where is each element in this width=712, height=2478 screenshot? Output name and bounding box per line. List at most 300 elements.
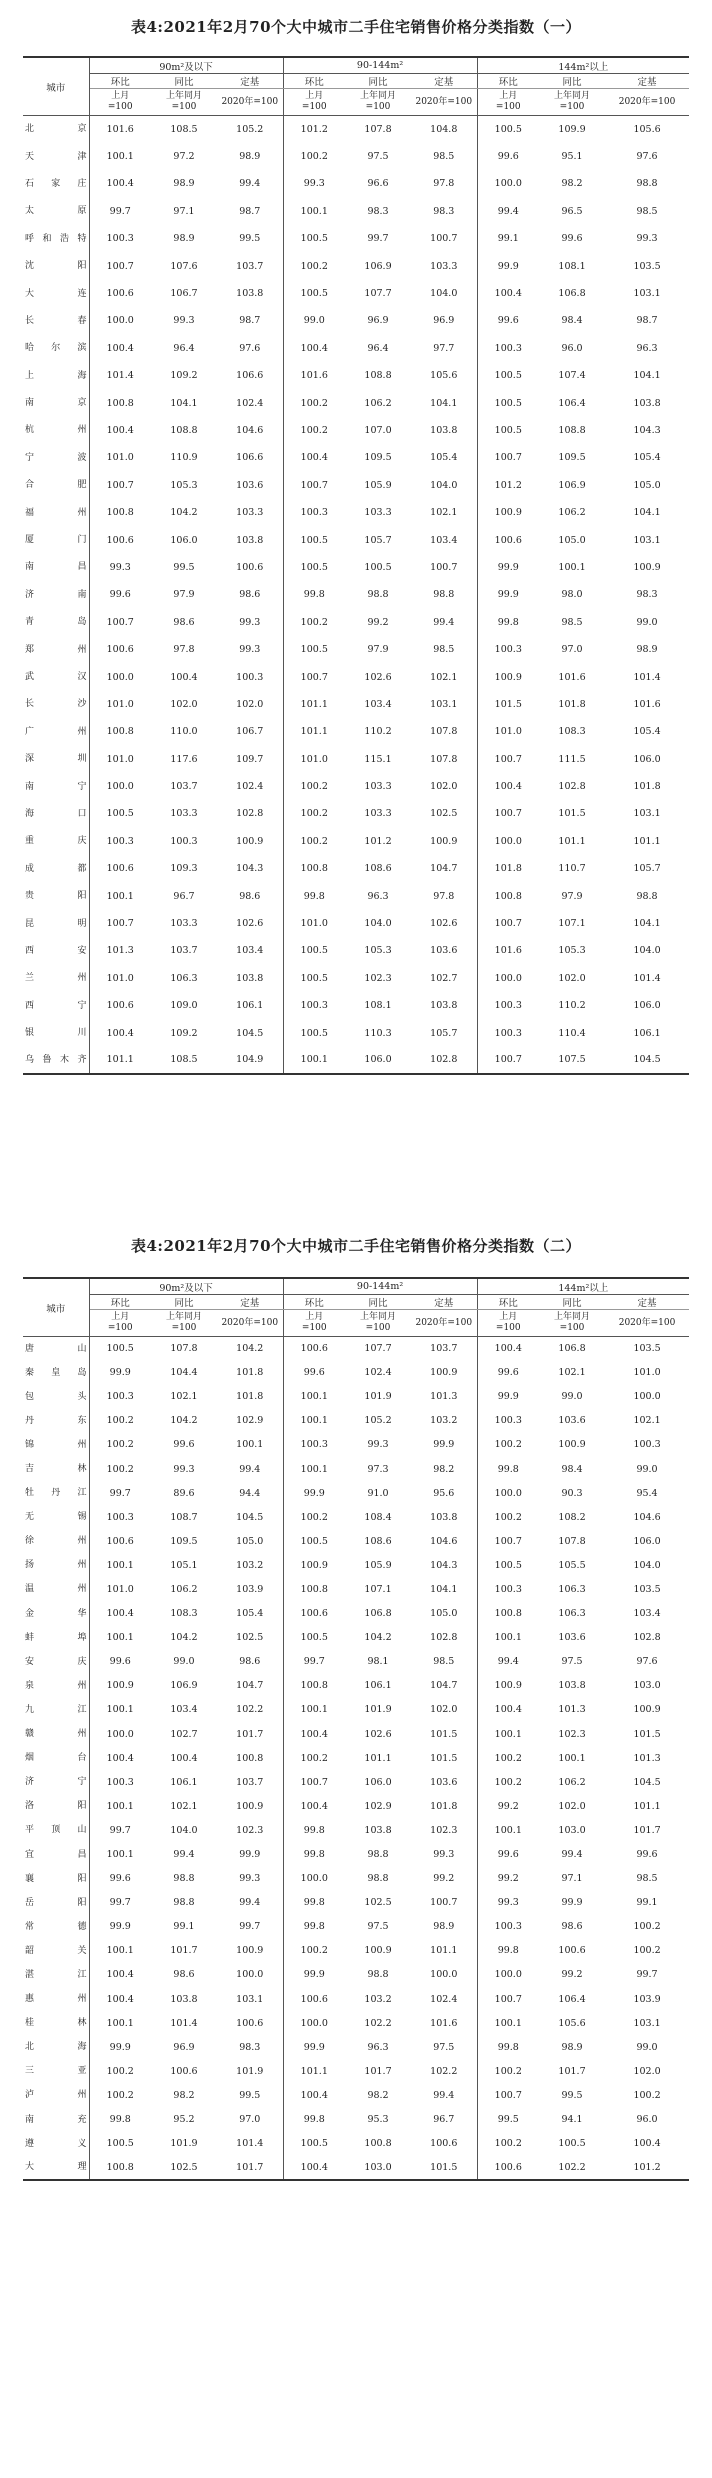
index-value-cell: 99.0 — [636, 1463, 658, 1475]
index-value-cell: 102.4 — [364, 1367, 392, 1379]
index-value-cell: 103.1 — [633, 288, 661, 300]
index-value-cell: 100.0 — [283, 1867, 345, 1891]
index-value-cell: 109.5 — [558, 452, 586, 464]
index-value-cell: 106.1 — [364, 1680, 392, 1692]
table2-title-prefix: 表4: — [130, 1237, 164, 1255]
index-value-cell: 96.6 — [367, 178, 389, 190]
index-value-cell: 100.5 — [283, 965, 345, 992]
index-value-cell: 109.2 — [170, 370, 198, 382]
index-value-cell: 101.1 — [633, 835, 661, 847]
index-value-cell: 106.0 — [633, 1000, 661, 1012]
city-name: 乌鲁木齐 — [25, 1054, 87, 1065]
index-value-cell: 100.4 — [477, 773, 539, 800]
index-value-cell: 100.0 — [477, 828, 539, 855]
index-value-cell: 99.9 — [283, 1963, 345, 1987]
index-value-cell: 105.0 — [633, 479, 661, 491]
index-value-cell: 97.0 — [239, 2114, 261, 2126]
index-value-cell: 98.5 — [636, 1873, 658, 1885]
index-value-cell: 109.5 — [170, 1535, 198, 1547]
index-value-cell: 99.9 — [109, 1921, 131, 1933]
index-value-cell: 104.1 — [633, 507, 661, 519]
index-value-cell: 100.0 — [477, 1481, 539, 1505]
index-value-cell: 104.8 — [430, 123, 458, 135]
index-value-cell: 100.1 — [283, 1409, 345, 1433]
index-value-cell: 100.7 — [477, 1987, 539, 2011]
table-row — [23, 2108, 689, 2132]
index-value-cell: 108.5 — [151, 1047, 217, 1074]
index-value-cell: 100.3 — [477, 992, 539, 1019]
index-value-cell: 98.8 — [367, 1969, 389, 1981]
index-value-cell: 98.9 — [433, 1921, 455, 1933]
index-value-cell: 90.3 — [561, 1487, 583, 1499]
city-name-cell — [23, 1746, 89, 1770]
table-row — [23, 1722, 689, 1746]
city-name-cell — [23, 800, 89, 827]
index-value-cell: 100.7 — [477, 910, 539, 937]
index-value-cell: 102.3 — [558, 1728, 586, 1740]
table-row — [23, 1674, 689, 1698]
city-name: 南 充 — [25, 2114, 87, 2125]
index-value-cell: 108.8 — [364, 370, 392, 382]
index-value-cell: 102.2 — [430, 2065, 458, 2077]
table-row — [23, 1019, 689, 1046]
city-name-cell — [23, 745, 89, 772]
index-value-cell: 99.4 — [433, 616, 455, 628]
city-name: 秦皇岛 — [25, 1367, 87, 1378]
index-value-cell: 101.6 — [430, 2017, 458, 2029]
index-value-cell: 100.4 — [106, 1993, 134, 2005]
index-value-cell: 99.4 — [239, 1463, 261, 1475]
index-value-cell: 99.6 — [477, 1842, 539, 1866]
index-value-cell: 102.8 — [236, 808, 264, 820]
index-value-cell: 100.2 — [477, 1433, 539, 1457]
index-value-cell: 102.8 — [558, 781, 586, 793]
index-value-cell: 107.1 — [364, 1583, 392, 1595]
city-name-cell — [23, 992, 89, 1019]
index-value-cell: 108.3 — [558, 726, 586, 738]
city-name-cell — [23, 910, 89, 937]
index-value-cell: 99.8 — [283, 882, 345, 909]
index-value-cell: 105.7 — [633, 863, 661, 875]
index-value-cell: 106.0 — [633, 753, 661, 765]
table-row — [23, 1457, 689, 1481]
index-value-cell: 106.3 — [558, 1608, 586, 1620]
index-value-cell: 100.3 — [477, 335, 539, 362]
price-index-table-1 — [23, 56, 689, 1075]
table-row — [23, 1650, 689, 1674]
index-value-cell: 99.0 — [173, 1656, 195, 1668]
index-value-cell: 97.5 — [367, 1921, 389, 1933]
index-value-cell: 104.6 — [633, 1511, 661, 1523]
index-value-cell: 107.7 — [364, 1343, 392, 1355]
index-value-cell: 100.5 — [477, 362, 539, 389]
city-name-cell — [23, 389, 89, 416]
city-name-cell — [23, 1505, 89, 1529]
index-value-cell: 100.7 — [106, 260, 134, 272]
index-value-cell: 102.4 — [236, 781, 264, 793]
index-value-cell: 106.6 — [236, 370, 264, 382]
index-value-cell: 100.4 — [283, 2083, 345, 2107]
index-value-cell: 99.7 — [239, 1921, 261, 1933]
index-value-cell: 105.4 — [236, 1608, 264, 1620]
table-row — [23, 362, 689, 389]
table-row — [23, 280, 689, 307]
city-name-cell — [23, 773, 89, 800]
table-row — [23, 1602, 689, 1626]
city-name: 厦 门 — [25, 535, 87, 546]
table-row — [23, 1505, 689, 1529]
index-value-cell: 98.5 — [561, 616, 583, 628]
index-value-cell: 102.8 — [430, 1632, 458, 1644]
index-value-cell: 100.0 — [106, 1728, 134, 1740]
index-value-cell: 103.8 — [430, 1000, 458, 1012]
city-name: 太 原 — [25, 206, 87, 217]
index-value-cell: 100.1 — [477, 2011, 539, 2035]
sub-header: 同比 — [151, 74, 217, 89]
index-value-cell: 99.4 — [239, 178, 261, 190]
index-value-cell: 103.8 — [430, 1511, 458, 1523]
table-row — [23, 2083, 689, 2107]
index-value-cell: 100.0 — [106, 315, 134, 327]
index-value-cell: 102.9 — [236, 1415, 264, 1427]
index-value-cell: 102.3 — [430, 1824, 458, 1836]
index-value-cell: 100.1 — [283, 1457, 345, 1481]
index-value-cell: 98.9 — [239, 151, 261, 163]
index-value-cell: 99.7 — [109, 205, 131, 217]
table-row — [23, 1626, 689, 1650]
index-value-cell: 103.4 — [633, 1608, 661, 1620]
index-value-cell: 100.6 — [106, 534, 134, 546]
city-name: 北 京 — [25, 124, 87, 135]
city-name-cell — [23, 1794, 89, 1818]
index-value-cell: 100.9 — [477, 1674, 539, 1698]
index-value-cell: 108.7 — [170, 1511, 198, 1523]
index-value-cell: 106.2 — [558, 507, 586, 519]
index-value-cell: 100.1 — [106, 1632, 134, 1644]
city-name: 上 海 — [25, 370, 87, 381]
index-value-cell: 98.2 — [561, 178, 583, 190]
index-value-cell: 101.4 — [633, 671, 661, 683]
index-value-cell: 106.0 — [345, 1047, 411, 1074]
index-value-cell: 102.3 — [364, 972, 392, 984]
base-header: 上年同月 =100 — [345, 89, 411, 116]
index-value-cell: 100.0 — [633, 1391, 661, 1403]
index-value-cell: 100.1 — [106, 1704, 134, 1716]
city-name-cell — [23, 1867, 89, 1891]
index-value-cell: 107.5 — [539, 1047, 605, 1074]
index-value-cell: 100.9 — [236, 1800, 264, 1812]
index-value-cell: 100.2 — [477, 1505, 539, 1529]
city-name-cell — [23, 2132, 89, 2156]
index-value-cell: 101.0 — [633, 1367, 661, 1379]
index-value-cell: 99.0 — [561, 1391, 583, 1403]
index-value-cell: 100.9 — [236, 1945, 264, 1957]
index-value-cell: 101.9 — [236, 2065, 264, 2077]
table-row — [23, 225, 689, 252]
index-value-cell: 99.6 — [636, 1849, 658, 1861]
index-value-cell: 100.9 — [106, 1680, 134, 1692]
index-value-cell: 105.6 — [430, 370, 458, 382]
city-name-cell — [23, 937, 89, 964]
index-value-cell: 98.2 — [367, 2089, 389, 2101]
index-value-cell: 100.8 — [283, 1577, 345, 1601]
index-value-cell: 104.2 — [364, 1632, 392, 1644]
index-value-cell: 108.4 — [364, 1511, 392, 1523]
city-name: 杭 州 — [25, 425, 87, 436]
index-value-cell: 105.2 — [236, 123, 264, 135]
index-value-cell: 100.9 — [477, 499, 539, 526]
index-value-cell: 108.8 — [558, 424, 586, 436]
index-value-cell: 98.6 — [239, 589, 261, 601]
index-value-cell: 105.0 — [236, 1535, 264, 1547]
city-name-cell — [23, 2083, 89, 2107]
index-value-cell: 102.8 — [411, 1047, 477, 1074]
index-value-cell: 106.7 — [170, 288, 198, 300]
index-value-cell: 101.0 — [106, 972, 134, 984]
table-row — [23, 937, 689, 964]
base-header: 上月 =100 — [477, 89, 539, 116]
index-value-cell: 100.1 — [106, 1849, 134, 1861]
index-value-cell: 103.5 — [633, 260, 661, 272]
index-value-cell: 98.6 — [173, 1969, 195, 1981]
table-row — [23, 198, 689, 225]
sub-header: 定基 — [217, 1295, 283, 1310]
table-row — [23, 389, 689, 416]
index-value-cell: 100.2 — [106, 2089, 134, 2101]
base-header: 2020年=100 — [411, 1310, 477, 1337]
index-value-cell: 100.8 — [477, 882, 539, 909]
table-row — [23, 718, 689, 745]
city-name-cell — [23, 1674, 89, 1698]
index-value-cell: 100.7 — [283, 663, 345, 690]
index-value-cell: 100.6 — [106, 863, 134, 875]
index-value-cell: 101.7 — [633, 1824, 661, 1836]
index-value-cell: 102.7 — [170, 1728, 198, 1740]
index-value-cell: 103.6 — [430, 1776, 458, 1788]
city-name: 西 安 — [25, 945, 87, 956]
index-value-cell: 101.8 — [477, 855, 539, 882]
city-name-cell — [23, 2035, 89, 2059]
index-value-cell: 100.8 — [106, 507, 134, 519]
index-value-cell: 100.6 — [106, 1535, 134, 1547]
index-value-cell: 109.0 — [170, 1000, 198, 1012]
index-value-cell: 105.1 — [170, 1559, 198, 1571]
index-value-cell: 99.9 — [283, 2035, 345, 2059]
table-row — [23, 882, 689, 909]
index-value-cell: 100.4 — [170, 1752, 198, 1764]
table-row — [23, 170, 689, 197]
city-name: 吉 林 — [25, 1464, 87, 1475]
city-name-cell — [23, 636, 89, 663]
index-value-cell: 100.9 — [430, 1367, 458, 1379]
city-name-cell — [23, 581, 89, 608]
index-value-cell: 99.4 — [561, 1849, 583, 1861]
base-header: 2020年=100 — [217, 89, 283, 116]
index-value-cell: 99.0 — [636, 616, 658, 628]
index-value-cell: 104.5 — [633, 1776, 661, 1788]
index-value-cell: 98.7 — [636, 315, 658, 327]
index-value-cell: 102.6 — [364, 1728, 392, 1740]
index-value-cell: 98.5 — [636, 205, 658, 217]
index-value-cell: 97.5 — [561, 1656, 583, 1668]
city-name-cell — [23, 225, 89, 252]
city-name-cell — [23, 170, 89, 197]
index-value-cell: 99.2 — [433, 1873, 455, 1885]
table-row — [23, 1770, 689, 1794]
index-value-cell: 100.3 — [236, 671, 264, 683]
table-row — [23, 636, 689, 663]
index-value-cell: 100.1 — [283, 1698, 345, 1722]
index-value-cell: 109.9 — [558, 123, 586, 135]
table-row — [23, 1409, 689, 1433]
city-name: 蚌 埠 — [25, 1632, 87, 1643]
index-value-cell: 106.3 — [170, 972, 198, 984]
index-value-cell: 103.1 — [633, 534, 661, 546]
city-name-cell — [23, 2059, 89, 2083]
city-name-cell — [23, 1698, 89, 1722]
index-value-cell: 106.2 — [170, 1583, 198, 1595]
index-value-cell: 100.4 — [106, 1752, 134, 1764]
index-value-cell: 107.6 — [170, 260, 198, 272]
index-value-cell: 101.6 — [283, 362, 345, 389]
index-value-cell: 103.9 — [633, 1993, 661, 2005]
city-name-cell — [23, 1626, 89, 1650]
index-value-cell: 103.0 — [558, 1824, 586, 1836]
city-name: 郑 州 — [25, 644, 87, 655]
index-value-cell: 97.6 — [636, 151, 658, 163]
city-name-cell — [23, 1818, 89, 1842]
index-value-cell: 102.0 — [170, 698, 198, 710]
city-name: 岳 阳 — [25, 1897, 87, 1908]
index-value-cell: 97.9 — [173, 589, 195, 601]
index-value-cell: 99.6 — [283, 1361, 345, 1385]
city-name: 兰 州 — [25, 973, 87, 984]
table-row — [23, 609, 689, 636]
index-value-cell: 104.6 — [236, 424, 264, 436]
index-value-cell: 98.2 — [173, 2089, 195, 2101]
table-row — [23, 143, 689, 170]
group-header: 90m²及以下 — [89, 57, 283, 74]
table-row — [23, 1385, 689, 1409]
index-value-cell: 95.4 — [636, 1487, 658, 1499]
group-header: 90-144m² — [283, 57, 477, 74]
index-value-cell: 103.7 — [236, 260, 264, 272]
group-header: 90m²及以下 — [89, 1278, 283, 1295]
index-value-cell: 106.4 — [558, 397, 586, 409]
index-value-cell: 100.6 — [106, 644, 134, 656]
index-value-cell: 103.9 — [236, 1583, 264, 1595]
index-value-cell: 100.2 — [283, 828, 345, 855]
city-name: 武 汉 — [25, 672, 87, 682]
index-value-cell: 107.1 — [558, 918, 586, 930]
index-value-cell: 100.1 — [283, 1385, 345, 1409]
index-value-cell: 106.8 — [364, 1608, 392, 1620]
index-value-cell: 101.8 — [633, 781, 661, 793]
index-value-cell: 99.8 — [109, 2114, 131, 2126]
index-value-cell: 101.3 — [558, 1704, 586, 1716]
city-name-cell — [23, 1650, 89, 1674]
index-value-cell: 101.1 — [283, 2059, 345, 2083]
city-name-cell — [23, 609, 89, 636]
city-name: 桂 林 — [25, 2018, 87, 2029]
index-value-cell: 106.3 — [558, 1583, 586, 1595]
index-value-cell: 103.3 — [364, 781, 392, 793]
city-name: 湛 江 — [25, 1969, 87, 1980]
index-value-cell: 100.2 — [283, 1505, 345, 1529]
index-value-cell: 99.7 — [109, 1897, 131, 1909]
index-value-cell: 102.0 — [558, 972, 586, 984]
table-row — [23, 335, 689, 362]
index-value-cell: 101.5 — [430, 1728, 458, 1740]
index-value-cell: 101.6 — [106, 123, 134, 135]
sub-header: 同比 — [345, 74, 411, 89]
index-value-cell: 101.0 — [283, 910, 345, 937]
index-value-cell: 99.1 — [477, 225, 539, 252]
index-value-cell: 99.9 — [561, 1897, 583, 1909]
index-value-cell: 101.6 — [477, 937, 539, 964]
city-name-cell — [23, 1481, 89, 1505]
table-row — [23, 417, 689, 444]
index-value-cell: 104.2 — [170, 1415, 198, 1427]
index-value-cell: 100.5 — [477, 1553, 539, 1577]
table1-title-prefix: 表4: — [130, 18, 164, 36]
index-value-cell: 102.1 — [170, 1800, 198, 1812]
index-value-cell: 99.0 — [636, 2041, 658, 2053]
city-name-cell — [23, 1722, 89, 1746]
city-name: 呼和浩特 — [25, 233, 87, 244]
index-value-cell: 101.0 — [106, 698, 134, 710]
sub-header: 环比 — [477, 1295, 539, 1310]
index-value-cell: 117.6 — [170, 753, 198, 765]
index-value-cell: 96.3 — [636, 342, 658, 354]
sub-header: 环比 — [283, 1295, 345, 1310]
city-name: 包 头 — [25, 1391, 87, 1402]
table-row — [23, 1818, 689, 1842]
table-row — [23, 745, 689, 772]
index-value-cell: 101.0 — [106, 753, 134, 765]
index-value-cell: 99.8 — [283, 1818, 345, 1842]
index-value-cell: 101.6 — [633, 698, 661, 710]
city-name: 宜 昌 — [25, 1849, 87, 1860]
index-value-cell: 101.8 — [236, 1391, 264, 1403]
index-value-cell: 108.6 — [364, 1535, 392, 1547]
city-name: 扬 州 — [25, 1560, 87, 1571]
index-value-cell: 104.2 — [170, 1632, 198, 1644]
index-value-cell: 99.3 — [239, 616, 261, 628]
index-value-cell: 100.5 — [283, 1626, 345, 1650]
index-value-cell: 99.3 — [433, 1849, 455, 1861]
index-value-cell: 103.7 — [236, 1776, 264, 1788]
index-value-cell: 98.8 — [173, 1873, 195, 1885]
index-value-cell: 97.9 — [367, 644, 389, 656]
index-value-cell: 100.9 — [558, 1439, 586, 1451]
index-value-cell: 98.8 — [636, 178, 658, 190]
index-value-cell: 101.1 — [283, 718, 345, 745]
index-value-cell: 99.4 — [477, 198, 539, 225]
index-value-cell: 99.8 — [283, 1915, 345, 1939]
index-value-cell: 99.9 — [109, 1367, 131, 1379]
index-value-cell: 104.5 — [236, 1027, 264, 1039]
city-name-cell — [23, 1577, 89, 1601]
index-value-cell: 104.1 — [633, 918, 661, 930]
index-value-cell: 96.3 — [367, 2041, 389, 2053]
index-value-cell: 100.2 — [283, 773, 345, 800]
city-name: 济 宁 — [25, 1777, 87, 1788]
index-value-cell: 98.8 — [367, 589, 389, 601]
index-value-cell: 97.9 — [561, 890, 583, 902]
index-value-cell: 101.0 — [106, 1583, 134, 1595]
city-header: 城市 — [23, 57, 89, 116]
